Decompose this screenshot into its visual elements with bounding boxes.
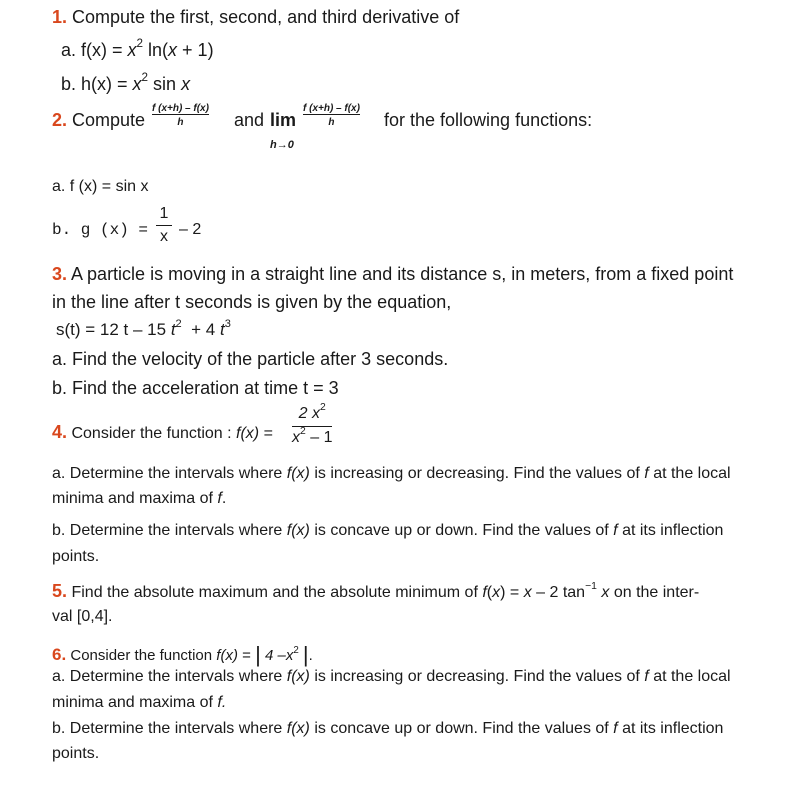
q6-b1-fx: f(x) xyxy=(286,720,310,737)
q5-mid: – 2 tan xyxy=(531,584,586,601)
q6-a1-pre: a. Determine the intervals where xyxy=(52,668,287,685)
q5-exp: −1 xyxy=(585,581,597,593)
q1-heading xyxy=(52,7,459,28)
q6-exp: 2 xyxy=(293,644,299,656)
q4-numerator xyxy=(292,402,332,423)
q2-lim-sub: h→0 xyxy=(270,139,294,151)
q4-a1-fx: f(x) xyxy=(286,465,310,482)
q2-lim: lim xyxy=(270,110,297,130)
q4-b1-pre: b. Determine the intervals where xyxy=(52,522,287,539)
q4-a1-f: f xyxy=(644,465,649,482)
q4-a1-pre: a. Determine the intervals where xyxy=(52,465,287,482)
q3-eq-lead: s(t) = 12 t – 15 xyxy=(56,320,171,339)
q6-b-line2: points. xyxy=(52,745,100,762)
q4-a2-tail: . xyxy=(221,490,227,507)
q1-b-var: x xyxy=(132,74,142,94)
q4-lead: Consider the function : xyxy=(71,425,237,442)
q4-num-text: 2 x xyxy=(298,405,321,422)
q3-b: b. Find the acceleration at time t = 3 xyxy=(52,378,339,398)
q1-b-label: b. h(x) = xyxy=(61,74,133,94)
q4-a-line1 xyxy=(52,465,731,483)
q3-eq-exp1: 2 xyxy=(175,317,182,330)
q2-tail: for the following functions: xyxy=(384,110,593,130)
q6-a1-tail: at the local xyxy=(648,668,731,685)
q6-a-line1 xyxy=(52,668,731,686)
q2-frac2-bar xyxy=(303,114,360,115)
q2-b-frac-bar xyxy=(156,225,172,226)
q5-paren2: ) = xyxy=(500,584,524,601)
q4-b1-fx: f(x) xyxy=(286,522,310,539)
q5-line1 xyxy=(52,581,699,602)
q4-eq: = xyxy=(259,425,273,442)
q4-fraction xyxy=(292,402,333,447)
q5-line2: val [0,4]. xyxy=(52,608,113,625)
q2-heading xyxy=(52,110,145,131)
q6-fx: f(x) xyxy=(216,647,238,664)
q5-text1-pre: Find the absolute maximum and the absolute minimum of xyxy=(71,584,483,601)
q2-a: a. f (x) = sin x xyxy=(52,178,149,195)
q4-den-tail: – 1 xyxy=(305,429,333,446)
q4-heading xyxy=(52,422,273,443)
q4-frac-bar xyxy=(292,426,332,427)
q6-b1-mid: is concave up or down. Find the values of xyxy=(309,720,614,737)
q6-a1-f: f xyxy=(644,668,649,685)
q5-paren: ( xyxy=(486,584,493,601)
q6-abs-bar-left: | xyxy=(255,642,261,667)
q6-a1-mid: is increasing or decreasing. Find the values of xyxy=(309,668,645,685)
q1-a-ln: ln( xyxy=(143,40,169,60)
q2-b-numerator: 1 xyxy=(159,205,169,222)
q6-b1-f: f xyxy=(613,720,618,737)
q2-frac2-denominator: h xyxy=(328,117,335,128)
q4-b1-tail: at its inflection xyxy=(617,522,724,539)
q4-b1-f: f xyxy=(613,522,618,539)
q5-number: 5. xyxy=(52,581,68,601)
q5-tail: on the inter- xyxy=(609,584,700,601)
q1-b xyxy=(61,71,191,95)
q1-b-var2: x xyxy=(181,74,191,94)
q2-frac-denominator: h xyxy=(177,117,184,128)
q4-b-line2: points. xyxy=(52,548,100,565)
q3-text2: in the line after t seconds is given by the equation, xyxy=(52,292,452,312)
q3-a: a. Find the velocity of the particle after 3 seconds. xyxy=(52,349,449,369)
q1-number: 1. xyxy=(52,7,68,27)
q5-f: f xyxy=(482,584,487,601)
q1-text: Compute the first, second, and third derivative of xyxy=(72,7,460,27)
q2-frac2-numerator: f (x+h) – f(x) xyxy=(303,103,360,114)
q6-x: x xyxy=(285,647,294,664)
q2-b-denominator: x xyxy=(160,228,168,245)
q6-a2-f: f. xyxy=(217,694,227,711)
q2-and: and xyxy=(234,110,265,130)
q1-a-exp: 2 xyxy=(136,37,144,51)
q6-number: 6. xyxy=(52,645,67,664)
q1-a xyxy=(61,37,214,61)
q4-a1-tail: at the local xyxy=(648,465,731,482)
q1-b-tail: sin xyxy=(148,74,182,94)
q3-eq-t1: t xyxy=(170,320,176,339)
q6-dot: . xyxy=(308,647,313,664)
q3-number: 3. xyxy=(52,264,68,284)
q2-b-fraction xyxy=(156,205,172,246)
q1-a-var2: x xyxy=(168,40,178,60)
q3-eq-t2: t xyxy=(219,320,225,339)
q6-heading xyxy=(52,640,313,666)
q4-b-line1 xyxy=(52,522,723,540)
q4-b1-mid: is concave up or down. Find the values of xyxy=(309,522,614,539)
q2-limit-quotient xyxy=(303,103,360,128)
q3-line1 xyxy=(52,264,733,285)
q5-x2: x xyxy=(523,584,532,601)
q4-denominator xyxy=(292,426,333,447)
q1-a-label: a. f(x) = xyxy=(61,40,128,60)
q6-a-line2 xyxy=(52,694,226,712)
q2-frac-numerator: f (x+h) – f(x) xyxy=(152,103,209,114)
q3-eq-mid: + 4 xyxy=(181,320,220,339)
q6-a1-fx: f(x) xyxy=(286,668,310,685)
q6-lead: Consider the function xyxy=(70,647,217,664)
q6-a2-pre: minima and maxima of xyxy=(52,694,218,711)
q4-number: 4. xyxy=(52,422,68,442)
q6-abs-bar-right: | xyxy=(302,642,309,667)
q4-num-exp: 2 xyxy=(320,402,326,414)
q4-fx: f(x) xyxy=(236,425,260,442)
q6-b-line1 xyxy=(52,720,723,738)
q3-equation xyxy=(56,317,231,340)
q4-a1-mid: is increasing or decreasing. Find the values of xyxy=(309,465,645,482)
q3-eq-exp2: 3 xyxy=(224,317,231,330)
q4-den-var: x xyxy=(292,429,300,446)
q4-a2-f: f xyxy=(217,490,222,507)
q4-den-exp: 2 xyxy=(300,426,306,438)
q2-b-label: b. g (x) = xyxy=(52,221,149,239)
q5-x: x xyxy=(492,584,501,601)
q2-frac-bar xyxy=(152,114,209,115)
q4-a2-pre: minima and maxima of xyxy=(52,490,218,507)
q6-b1-tail: at its inflection xyxy=(617,720,724,737)
q2-number: 2. xyxy=(52,110,68,130)
q2-difference-quotient xyxy=(152,103,209,128)
q2-b-tail: – 2 xyxy=(179,221,202,238)
q1-b-exp: 2 xyxy=(141,71,149,85)
q6-eq: = xyxy=(237,647,256,664)
q1-a-var: x xyxy=(127,40,137,60)
q4-a-line2 xyxy=(52,490,226,508)
q3-text1: A particle is moving in a straight line and its distance s, in meters, from a fixed point xyxy=(71,264,734,284)
q2-lead: Compute xyxy=(72,110,146,130)
q6-inner: 4 – xyxy=(260,647,286,664)
q6-b1-pre: b. Determine the intervals where xyxy=(52,720,287,737)
q1-a-tail: + 1) xyxy=(177,40,214,60)
q5-x3: x xyxy=(596,584,610,601)
